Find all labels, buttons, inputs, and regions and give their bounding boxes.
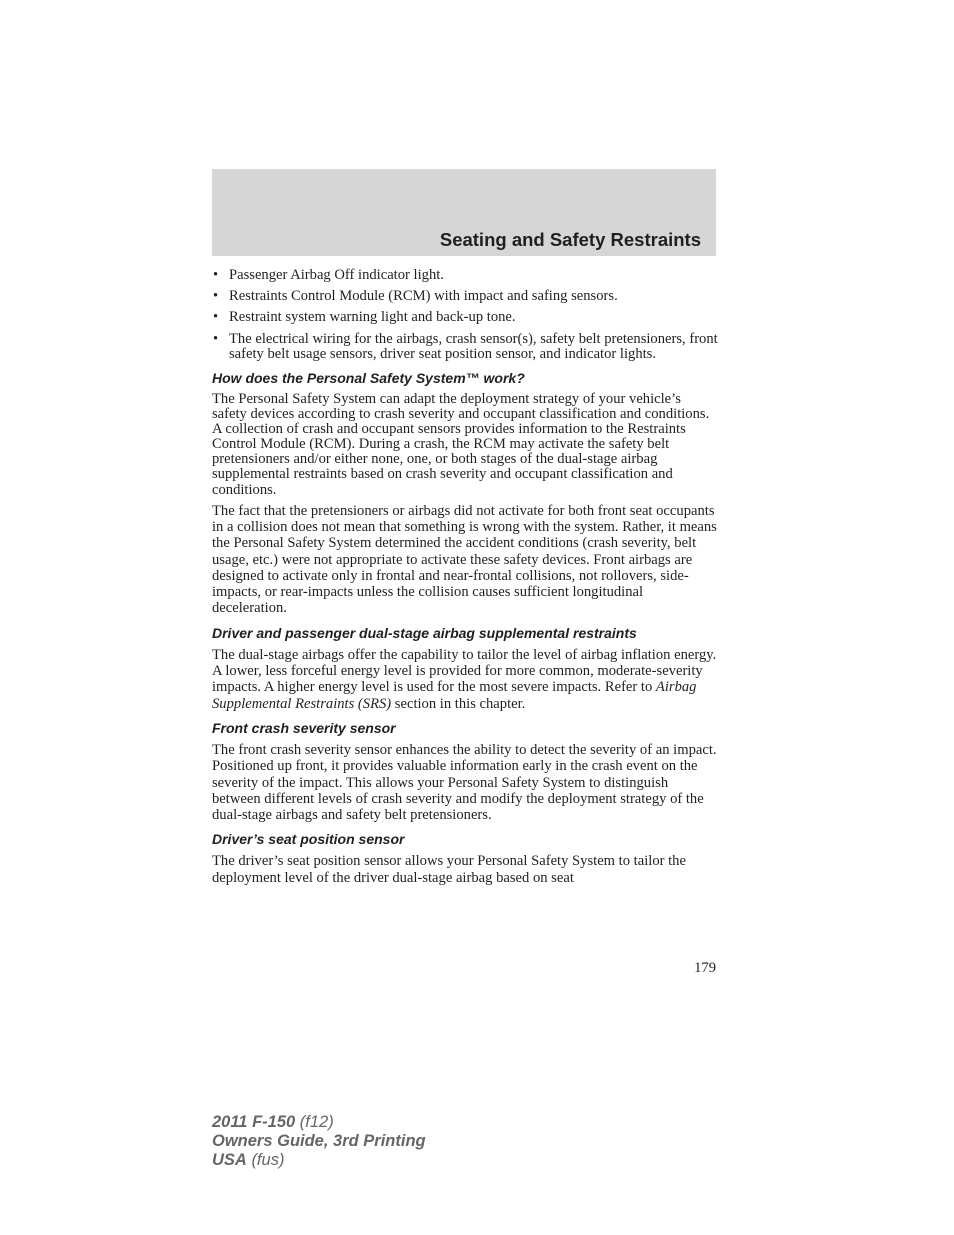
section-title: Seating and Safety Restraints bbox=[439, 229, 701, 250]
paragraph: The driver’s seat position sensor allows your Personal Safety System to tailor the deployment level of the driver dual-stage airbag based on seat bbox=[212, 853, 686, 886]
bullet-icon: • bbox=[213, 288, 219, 305]
footer bbox=[212, 1113, 426, 1170]
bullet-icon: • bbox=[213, 267, 219, 283]
paragraph: The dual-stage airbags offer the capability to tailor the level of airbag inflation energy. A lower, less forceful energy level is provided for more common, moderate-severity impacts. A higher energy level is used for the most severe impacts. Refer to Airbag Supplemental Restraints (SRS) section in this chapter. bbox=[212, 646, 717, 712]
list-item: • Passenger Airbag Off indicator light. bbox=[213, 267, 444, 283]
component-list bbox=[212, 268, 718, 362]
bullet-icon: • bbox=[213, 330, 219, 347]
list-item: • The electrical wiring for the airbags, crash sensor(s), safety belt pretensioners, front safety belt usage sensors, driver seat position sensor, and indicator lights. bbox=[213, 330, 718, 362]
section-heading-how-it-works: How does the Personal Safety System™ work? bbox=[212, 370, 525, 387]
list-item: • Restraints Control Module (RCM) with impact and safing sensors. bbox=[213, 288, 618, 305]
bullet-icon: • bbox=[213, 309, 219, 326]
paragraph: The front crash severity sensor enhances the ability to detect the severity of an impact. Positioned up front, it provides valuable information early in the crash event on the severity of the impact. This allows your Personal Safety System to distinguish between different levels of crash severity and modify the deployment strategy of the dual-stage airbags and safety belt pretensioners. bbox=[212, 741, 717, 824]
section-heading-dual-stage-airbags: Driver and passenger dual-stage airbag supplemental restraints bbox=[212, 624, 637, 641]
list-item: • Restraint system warning light and back-up tone. bbox=[213, 309, 516, 326]
cross-reference: Airbag Supplemental Restraints (SRS) bbox=[212, 679, 697, 712]
section-header-band bbox=[212, 169, 716, 256]
paragraph: The Personal Safety System can adapt the deployment strategy of your vehicle’s safety devices according to crash severity and occupant classification and conditions. A collection of crash and occupant sensors provides information to the Restraints Control Module (RCM). During a crash, the RCM may activate the safety belt pretensioners and/or either none, one, or both stages of the dual-stage airbag supplemental restraints based on crash severity and occupant classification and conditions. bbox=[212, 391, 710, 498]
section-heading-seat-position-sensor: Driver’s seat position sensor bbox=[212, 831, 405, 848]
footer-market-line: USA (fus) bbox=[212, 1151, 285, 1169]
page-content bbox=[212, 268, 718, 891]
page-number: 179 bbox=[694, 960, 716, 976]
paragraph: The fact that the pretensioners or airbags did not activate for both front seat occupants in a collision does not mean that something is wrong with the system. Rather, it means the Personal Safety System determined the accident conditions (crash severity, belt usage, etc.) were not appropriate to activate these safety devices. Front airbags are designed to activate only in frontal and near-frontal collisions, not rollovers, side-impacts, or rear-impacts unless the collision causes sufficient longitudinal deceleration. bbox=[212, 502, 717, 617]
section-heading-front-crash-sensor: Front crash severity sensor bbox=[212, 719, 396, 736]
footer-guide-line: Owners Guide, 3rd Printing bbox=[212, 1132, 426, 1150]
footer-model-line: 2011 F-150 (f12) bbox=[212, 1113, 334, 1131]
